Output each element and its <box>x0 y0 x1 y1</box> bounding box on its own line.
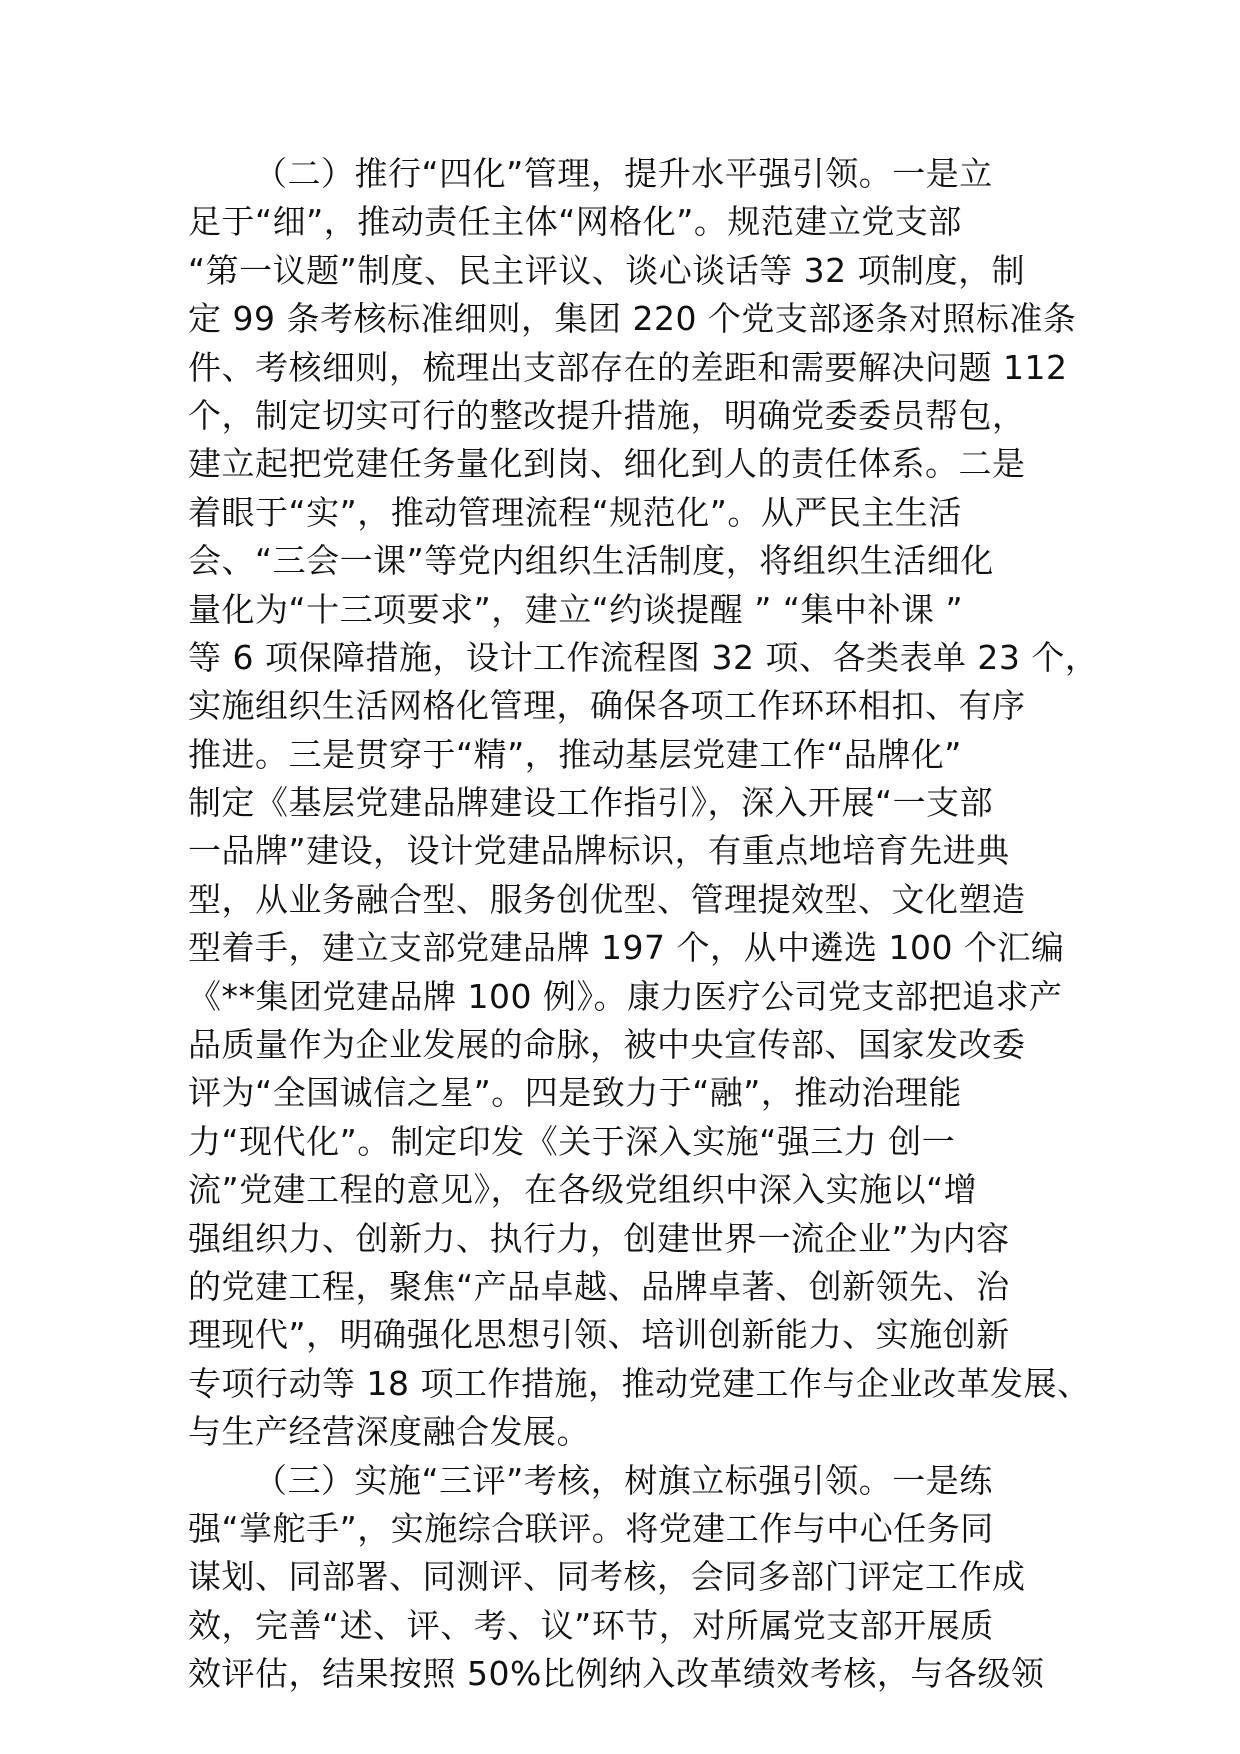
paragraph-line: 《**集团党建品牌 100 例》。康力医疗公司党支部把追求产 <box>188 976 1063 1016</box>
paragraph-line: 量化为“十三项要求”，建立“约谈提醒 ” “集中补课 ” <box>188 589 964 629</box>
paragraph-line: （二）推行“四化”管理，提升水平强引领。一是立 <box>254 154 993 193</box>
paragraph-line: 强“掌舵手”，实施综合联评。将党建工作与中心任务同 <box>188 1508 994 1548</box>
paragraph-line: 谋划、同部署、同测评、同考核，会同多部门评定工作成 <box>188 1557 1026 1597</box>
paragraph-line: 强组织力、创新力、执行力，创建世界一流企业”为内容 <box>188 1218 1010 1258</box>
paragraph-line: 型，从业务融合型、服务创优型、管理提效型、文化塑造 <box>188 879 1026 919</box>
paragraph-line: 专项行动等 18 项工作措施，推动党建工作与企业改革发展、 <box>188 1363 1091 1403</box>
paragraph-line: 制定《基层党建品牌建设工作指引》，深入开展“一支部 <box>188 783 994 823</box>
paragraph-line: 实施组织生活网格化管理，确保各项工作环环相扣、有序 <box>188 686 1026 726</box>
paragraph-line: 效评估，结果按照 50%比例纳入改革绩效考核，与各级领 <box>188 1654 1045 1694</box>
paragraph-line: 会、“三会一课”等党内组织生活制度，将组织生活细化 <box>188 541 994 581</box>
paragraph-line: 理现代”，明确强化思想引领、培训创新能力、实施创新 <box>188 1315 1010 1355</box>
document-body <box>188 150 1099 1699</box>
paragraph-line: 效，完善“述、评、考、议”环节，对所属党支部开展质 <box>188 1605 994 1645</box>
paragraph-line: 评为“全国诚信之星”。四是致力于“融”，推动治理能 <box>188 1073 962 1113</box>
paragraph-line: 流”党建工程的意见》，在各级党组织中深入实施以“增 <box>188 1170 978 1210</box>
paragraph-line: 的党建工程，聚焦“产品卓越、品牌卓著、创新领先、治 <box>188 1266 1010 1306</box>
paragraph-line: 件、考核细则，梳理出支部存在的差距和需要解决问题 112 <box>188 347 1068 387</box>
paragraph-line: 与生产经营深度融合发展。 <box>188 1412 590 1452</box>
paragraph-line: 等 6 项保障措施，设计工作流程图 32 项、各类表单 23 个， <box>188 637 1099 677</box>
paragraph-line: （三）实施“三评”考核，树旗立标强引领。一是练 <box>254 1460 993 1500</box>
paragraph-line: 个，制定切实可行的整改提升措施，明确党委委员帮包， <box>188 395 1026 435</box>
paragraph-line: 推进。三是贯穿于“精”，推动基层党建工作“品牌化” <box>188 734 962 774</box>
paragraph-line: 型着手，建立支部党建品牌 197 个，从中遴选 100 个汇编 <box>188 928 1065 968</box>
paragraph-line: 着眼于“实”，推动管理流程“规范化”。从严民主生活 <box>188 492 962 532</box>
paragraph-line: 品质量作为企业发展的命脉，被中央宣传部、国家发改委 <box>188 1025 1026 1065</box>
paragraph-line: 一品牌”建设，设计党建品牌标识，有重点地培育先进典 <box>188 831 1010 871</box>
paragraph-line: “第一议题”制度、民主评议、谈心谈话等 32 项制度，制 <box>188 250 1026 290</box>
paragraph-line: 足于“细”，推动责任主体“网格化”。规范建立党支部 <box>188 202 962 242</box>
paragraph-line: 力“现代化”。制定印发《关于深入实施“强三力 创一 <box>188 1121 956 1161</box>
paragraph-line: 建立起把党建任务量化到岗、细化到人的责任体系。二是 <box>188 444 1026 484</box>
paragraph-line: 定 99 条考核标准细则，集团 220 个党支部逐条对照标准条 <box>188 299 1077 339</box>
